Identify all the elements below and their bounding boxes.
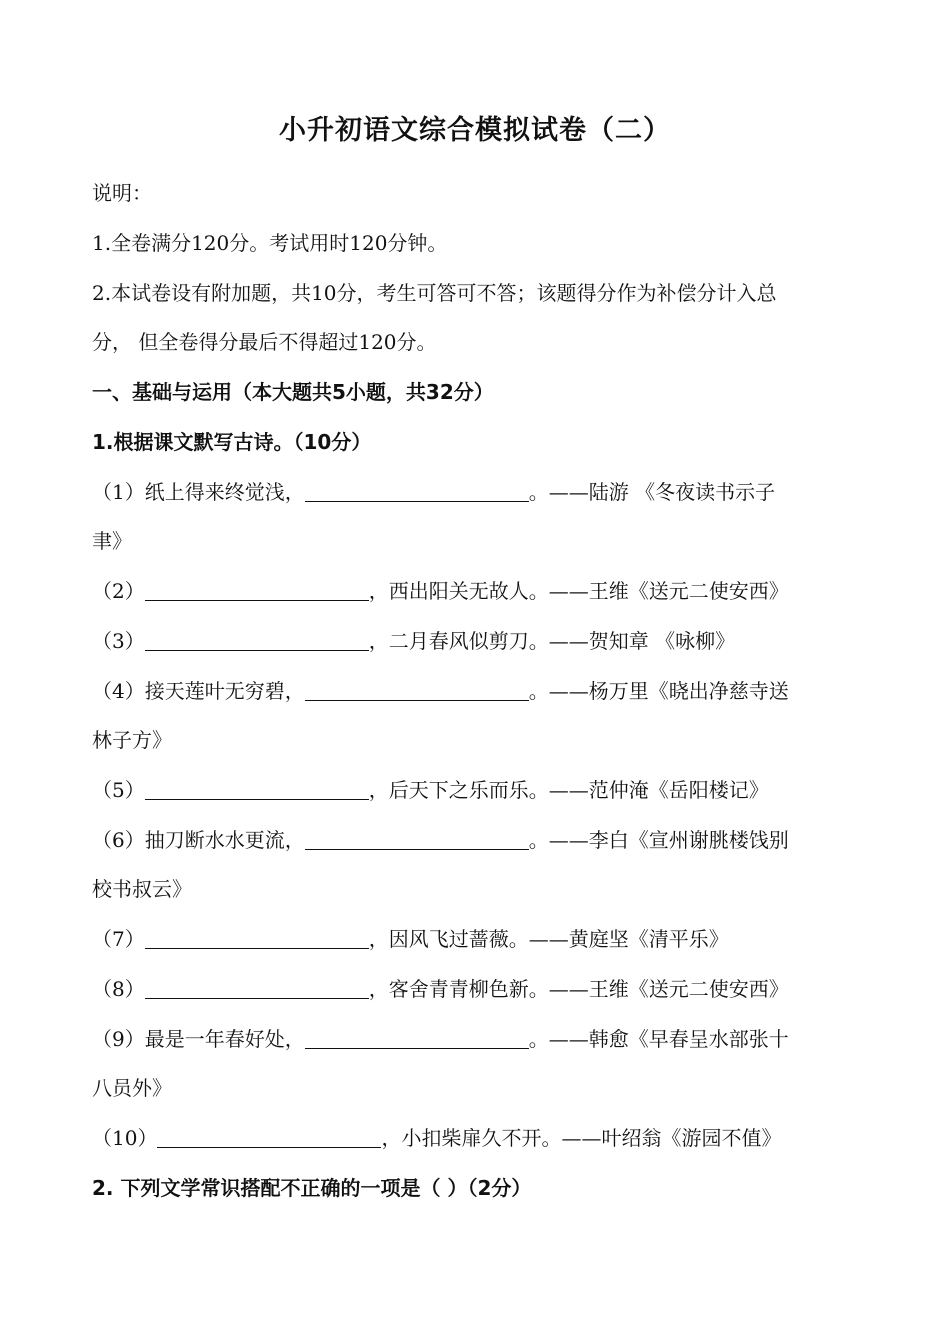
poem-item-5-prefix: （5） <box>92 778 145 802</box>
poem-item-7-suffix: ，因风飞过蔷薇。——黄庭坚《清平乐》 <box>368 927 729 951</box>
poem-item-8-suffix: ，客舍青青柳色新。——王维《送元二使安西》 <box>368 977 789 1001</box>
poem-item-5 <box>92 775 769 805</box>
section-1-heading: 一、基础与运用（本大题共5小题，共32分） <box>92 380 494 404</box>
poem-item-1-wrap: 聿》 <box>92 529 132 553</box>
answer-blank-5[interactable] <box>145 779 369 800</box>
poem-item-9-suffix: 。——韩愈《早春呈水部张十 <box>528 1027 789 1051</box>
poem-item-2-prefix: （2） <box>92 579 145 603</box>
answer-blank-8[interactable] <box>145 978 369 999</box>
poem-item-3-suffix: ，二月春风似剪刀。——贺知章 《咏柳》 <box>368 629 736 653</box>
answer-blank-9[interactable] <box>305 1028 529 1049</box>
poem-item-10 <box>92 1123 781 1153</box>
answer-blank-2[interactable] <box>145 580 369 601</box>
poem-item-2-suffix: ，西出阳关无故人。——王维《送元二使安西》 <box>368 579 789 603</box>
poem-item-6-wrap: 校书叔云》 <box>92 877 192 901</box>
poem-item-7-prefix: （7） <box>92 927 145 951</box>
poem-item-1 <box>92 477 775 507</box>
instruction-1: 1.全卷满分120分。考试用时120分钟。 <box>92 231 448 255</box>
answer-blank-4[interactable] <box>305 680 529 701</box>
poem-item-5-suffix: ，后天下之乐而乐。——范仲淹《岳阳楼记》 <box>368 778 769 802</box>
poem-item-4-wrap: 林子方》 <box>92 728 172 752</box>
poem-item-2 <box>92 576 789 606</box>
poem-item-8-prefix: （8） <box>92 977 145 1001</box>
question-1-heading: 1.根据课文默写古诗。（10分） <box>92 430 372 454</box>
poem-item-9-prefix: （9）最是一年春好处， <box>92 1027 305 1051</box>
answer-blank-7[interactable] <box>145 928 369 949</box>
instruction-2: 2.本试卷设有附加题，共10分，考生可答可不答；该题得分作为补偿分计入总 <box>92 281 777 305</box>
poem-item-9-wrap: 八员外》 <box>92 1076 172 1100</box>
poem-item-3 <box>92 626 735 656</box>
poem-item-10-prefix: （10） <box>92 1126 158 1150</box>
answer-blank-6[interactable] <box>305 829 529 850</box>
poem-item-8 <box>92 974 789 1004</box>
poem-item-4 <box>92 676 789 706</box>
poem-item-1-prefix: （1）纸上得来终觉浅， <box>92 480 305 504</box>
poem-item-9 <box>92 1024 789 1054</box>
poem-item-6-suffix: 。——李白《宣州谢朓楼饯别 <box>528 828 789 852</box>
poem-item-4-prefix: （4）接天莲叶无穷碧， <box>92 679 305 703</box>
instructions-label: 说明： <box>92 181 152 205</box>
answer-blank-1[interactable] <box>305 481 529 502</box>
poem-item-1-suffix: 。——陆游 《冬夜读书示子 <box>528 480 776 504</box>
poem-item-6 <box>92 825 789 855</box>
poem-item-7 <box>92 924 729 954</box>
poem-item-4-suffix: 。——杨万里《晓出净慈寺送 <box>528 679 789 703</box>
poem-item-3-prefix: （3） <box>92 629 145 653</box>
answer-blank-3[interactable] <box>145 630 369 651</box>
answer-blank-10[interactable] <box>157 1127 381 1148</box>
exam-title: 小升初语文综合模拟试卷（二） <box>279 115 671 146</box>
poem-item-10-suffix: ，小扣柴扉久不开。——叶绍翁《游园不值》 <box>381 1126 782 1150</box>
poem-item-6-prefix: （6）抽刀断水水更流， <box>92 828 305 852</box>
instruction-2-continued: 分， 但全卷得分最后不得超过120分。 <box>92 330 437 354</box>
question-2-heading: 2. 下列文学常识搭配不正确的一项是（ ）（2分） <box>92 1176 532 1200</box>
